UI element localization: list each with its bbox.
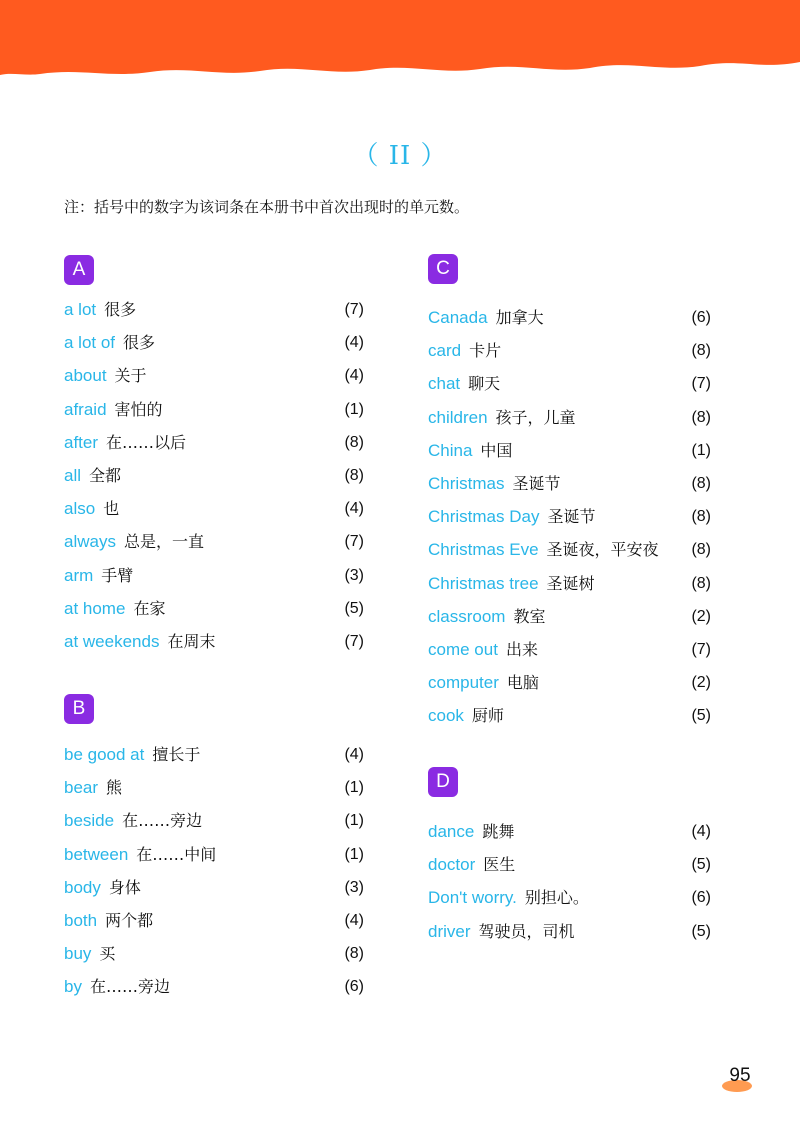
section-a (64, 255, 364, 658)
word-zh: 圣诞节 (547, 507, 596, 527)
unit-number: (5) (691, 856, 711, 874)
word-en: arm (64, 565, 94, 585)
unit-number: (1) (344, 845, 364, 863)
word-zh: 也 (103, 499, 120, 519)
word-en: children (428, 407, 488, 427)
word-zh: 擅长于 (152, 745, 201, 764)
list-item (64, 393, 364, 426)
list-item (428, 334, 711, 367)
entry-list-a (64, 293, 364, 658)
word-zh: 身体 (108, 877, 141, 897)
word-zh: 孩子，儿童 (495, 407, 576, 427)
unit-number: (8) (691, 574, 711, 592)
word-zh: 医生 (483, 855, 516, 875)
list-item (64, 592, 364, 625)
word-en: both (64, 910, 98, 930)
unit-number: (5) (344, 599, 364, 617)
word-zh: 很多 (104, 300, 137, 319)
unit-number: (3) (344, 566, 364, 584)
letter-badge-c: C (428, 254, 458, 284)
word-zh: 害怕的 (114, 399, 163, 419)
list-item (64, 970, 364, 1003)
word-en: Don't worry. (428, 888, 517, 908)
right-column (428, 254, 711, 732)
list-item (64, 459, 364, 492)
word-zh: 在……旁边 (122, 811, 203, 831)
list-item (64, 771, 364, 804)
top-orange-band (0, 0, 800, 80)
word-en: always (64, 532, 116, 552)
list-item (64, 904, 364, 937)
unit-number: (4) (344, 746, 364, 763)
word-zh: 两个都 (105, 910, 154, 930)
word-en: at home (64, 598, 126, 618)
unit-number: (7) (344, 632, 364, 650)
word-en: a lot of (64, 333, 116, 353)
word-en: doctor (428, 855, 476, 875)
entry-list-c (428, 301, 711, 732)
word-zh: 聊天 (468, 374, 501, 394)
unit-number: (1) (344, 400, 364, 418)
word-zh: 驾驶员，司机 (478, 921, 575, 941)
word-en: be good at (64, 745, 145, 764)
word-zh: 圣诞树 (546, 573, 595, 593)
unit-number: (4) (691, 823, 711, 840)
list-item (428, 600, 711, 633)
list-item (428, 533, 711, 566)
word-en: after (64, 432, 99, 452)
list-item (428, 666, 711, 699)
list-item (428, 467, 711, 500)
list-item (428, 401, 711, 434)
note-text: 注：括号中的数字为该词条在本册书中首次出现时的单元数。 (64, 198, 470, 216)
unit-number: (7) (691, 640, 711, 658)
unit-number: (5) (691, 707, 711, 725)
word-en: a lot (64, 300, 97, 319)
word-zh: 在……以后 (106, 432, 187, 452)
unit-number: (8) (691, 541, 711, 559)
unit-number: (2) (691, 674, 711, 692)
word-zh: 电脑 (506, 673, 539, 693)
word-en: also (64, 499, 96, 519)
list-item (64, 293, 364, 326)
word-en: bear (64, 778, 99, 798)
list-item (428, 915, 711, 948)
word-zh: 在……中间 (136, 844, 217, 864)
word-en: China (428, 440, 473, 460)
list-item (428, 881, 711, 914)
unit-number: (8) (344, 466, 364, 484)
unit-number: (1) (691, 441, 711, 459)
unit-number: (6) (691, 889, 711, 907)
unit-number: (8) (344, 433, 364, 451)
list-item (428, 301, 711, 334)
unit-number: (3) (344, 878, 364, 896)
word-en: Christmas (428, 473, 505, 493)
word-en: chat (428, 374, 461, 394)
unit-number: (8) (344, 945, 364, 963)
unit-number: (4) (344, 334, 364, 352)
section-b (64, 694, 364, 1004)
word-en: cook (428, 706, 464, 726)
word-en: come out (428, 639, 498, 659)
word-zh: 在家 (133, 598, 166, 618)
word-zh: 加拿大 (495, 308, 544, 327)
word-en: classroom (428, 606, 506, 626)
list-item (64, 625, 364, 658)
word-en: Canada (428, 308, 488, 327)
list-item (64, 426, 364, 459)
word-zh: 在……旁边 (89, 977, 170, 997)
letter-badge-a: A (64, 255, 94, 285)
left-column (64, 255, 364, 658)
unit-number: (4) (344, 367, 364, 385)
page-number (720, 1065, 760, 1095)
word-en: all (64, 465, 82, 485)
list-item (64, 937, 364, 970)
word-en: dance (428, 822, 475, 841)
list-item (428, 567, 711, 600)
list-item (428, 434, 711, 467)
word-zh: 卡片 (469, 341, 502, 361)
word-en: beside (64, 811, 115, 831)
list-item (64, 326, 364, 359)
list-item (428, 699, 711, 732)
word-zh: 关于 (114, 366, 147, 386)
unit-number: (1) (344, 779, 364, 797)
list-item (64, 804, 364, 837)
section-d (428, 767, 711, 948)
word-en: Christmas Day (428, 507, 540, 527)
word-en: driver (428, 921, 471, 941)
list-item (64, 359, 364, 392)
unit-number: (4) (344, 911, 364, 929)
list-item (428, 815, 711, 848)
left-column-b (64, 694, 364, 1004)
word-zh: 别担心。 (524, 888, 589, 908)
letter-badge-d: D (428, 767, 458, 797)
section-c (428, 254, 711, 732)
unit-number: (7) (344, 301, 364, 318)
unit-number: (8) (691, 508, 711, 526)
list-item (64, 871, 364, 904)
unit-number: (6) (344, 978, 364, 996)
word-zh: 跳舞 (482, 822, 515, 841)
word-zh: 总是，一直 (123, 532, 204, 552)
unit-number: (5) (691, 922, 711, 940)
word-zh: 教室 (513, 606, 546, 626)
unit-number: (8) (691, 342, 711, 360)
list-item (428, 367, 711, 400)
unit-number: (4) (344, 500, 364, 518)
list-item (428, 500, 711, 533)
unit-number: (6) (691, 309, 711, 326)
word-zh: 圣诞夜，平安夜 (546, 540, 659, 560)
word-en: afraid (64, 399, 107, 419)
word-zh: 买 (99, 944, 116, 964)
entry-list-d (428, 815, 711, 948)
list-item (64, 559, 364, 592)
word-en: between (64, 844, 129, 864)
word-en: computer (428, 673, 499, 693)
word-zh: 厨师 (471, 706, 504, 726)
list-item (428, 633, 711, 666)
right-column-d (428, 767, 711, 948)
word-zh: 手臂 (101, 565, 134, 585)
word-zh: 熊 (106, 778, 123, 798)
list-item (64, 525, 364, 558)
unit-number: (1) (344, 812, 364, 830)
page-title: （ II ） (352, 141, 448, 171)
word-zh: 出来 (505, 639, 538, 659)
unit-number: (7) (344, 533, 364, 551)
word-en: about (64, 366, 107, 386)
word-en: Christmas tree (428, 573, 539, 593)
word-zh: 在周末 (167, 631, 216, 651)
word-zh: 中国 (480, 440, 513, 460)
page-number-text: 95 (729, 1065, 751, 1086)
unit-number: (8) (691, 474, 711, 492)
word-en: at weekends (64, 631, 160, 651)
word-en: by (64, 977, 82, 997)
unit-number: (8) (691, 408, 711, 426)
word-zh: 圣诞节 (512, 473, 561, 493)
unit-number: (7) (691, 375, 711, 393)
word-en: body (64, 877, 101, 897)
entry-list-b (64, 738, 364, 1004)
list-item (64, 838, 364, 871)
list-item (64, 492, 364, 525)
word-zh: 很多 (123, 333, 156, 353)
unit-number: (2) (691, 607, 711, 625)
list-item (64, 738, 364, 771)
word-en: card (428, 341, 462, 361)
word-zh: 全都 (89, 465, 122, 485)
list-item (428, 848, 711, 881)
word-en: buy (64, 944, 92, 964)
word-en: Christmas Eve (428, 540, 539, 560)
letter-badge-b: B (64, 694, 94, 724)
